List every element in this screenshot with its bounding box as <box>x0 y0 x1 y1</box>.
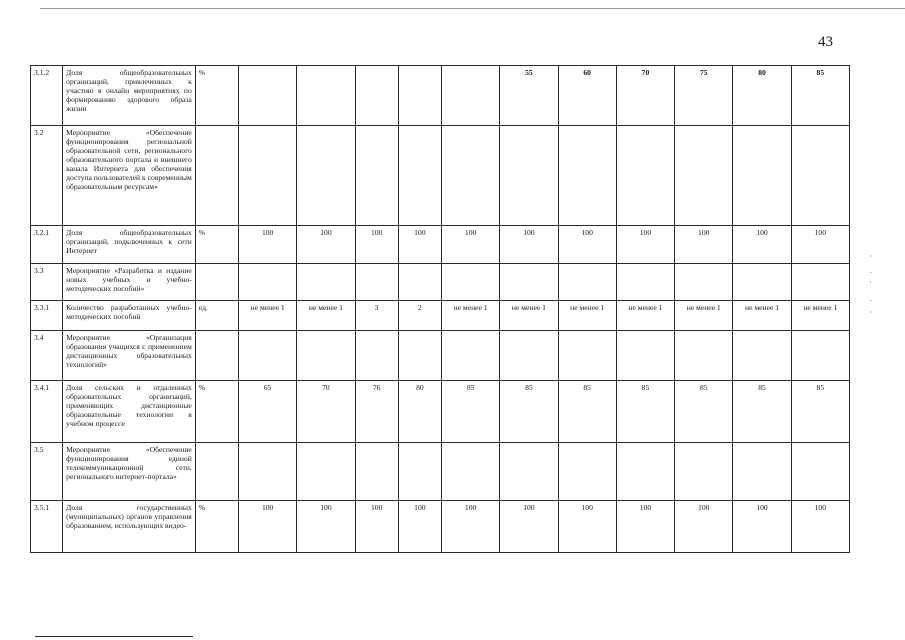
value-cell <box>297 264 355 301</box>
value-cell <box>791 264 849 301</box>
row-unit <box>195 126 238 226</box>
value-cell: 85 <box>675 381 733 443</box>
value-cell <box>398 66 441 126</box>
value-cell <box>616 126 674 226</box>
value-cell: не менее 1 <box>297 301 355 331</box>
value-cell <box>239 331 297 381</box>
value-cell <box>398 443 441 501</box>
value-cell: 85 <box>791 381 849 443</box>
value-cell: 100 <box>733 226 791 264</box>
value-cell <box>441 264 499 301</box>
value-cell: 100 <box>500 501 558 553</box>
row-description: Мероприятие «Разработка и издание новых учебных и учебно-методических пособий» <box>63 264 196 301</box>
row-index: 3.3 <box>31 264 63 301</box>
value-cell: 100 <box>398 226 441 264</box>
row-description: Доля общеобразовательных организаций, подключенных к сети Интернет <box>63 226 196 264</box>
value-cell <box>441 331 499 381</box>
value-cell: 80 <box>398 381 441 443</box>
value-cell: 100 <box>675 501 733 553</box>
value-cell: не менее 1 <box>500 301 558 331</box>
table-row <box>31 264 850 301</box>
value-cell <box>733 264 791 301</box>
table-row <box>31 226 850 264</box>
row-unit: ед. <box>195 301 238 331</box>
value-cell <box>558 443 616 501</box>
value-cell: 100 <box>239 501 297 553</box>
value-cell <box>500 331 558 381</box>
value-cell: 3 <box>355 301 398 331</box>
value-cell: 75 <box>675 66 733 126</box>
value-cell <box>398 264 441 301</box>
value-cell <box>558 331 616 381</box>
value-cell <box>398 126 441 226</box>
value-cell <box>616 331 674 381</box>
value-cell: 80 <box>733 66 791 126</box>
value-cell: не менее 1 <box>733 301 791 331</box>
value-cell <box>239 126 297 226</box>
value-cell <box>297 443 355 501</box>
value-cell: 55 <box>500 66 558 126</box>
row-description: Количество разработанных учебно-методических пособий <box>63 301 196 331</box>
row-index: 3.3.1 <box>31 301 63 331</box>
row-description: Доля общеобразовательных организаций, привлеченных к участию в онлайн мероприятиях по формированию здорового образа жизни <box>63 66 196 126</box>
table-row <box>31 501 850 553</box>
value-cell: 76 <box>355 381 398 443</box>
value-cell: 100 <box>355 501 398 553</box>
value-cell <box>441 443 499 501</box>
row-index: 3.4 <box>31 331 63 381</box>
value-cell: 85 <box>441 381 499 443</box>
row-index: 3.2.1 <box>31 226 63 264</box>
value-cell <box>500 264 558 301</box>
value-cell: 85 <box>733 381 791 443</box>
value-cell: 85 <box>791 66 849 126</box>
row-unit: % <box>195 381 238 443</box>
row-unit <box>195 443 238 501</box>
row-description: Мероприятие «Обеспечение функционирования региональной образовательной сети, регионального образовательного портала и внешнего канала Интернета для обеспечения доступа пользователей к современным образовательным ресурсам» <box>63 126 196 226</box>
value-cell <box>675 264 733 301</box>
row-unit: % <box>195 226 238 264</box>
value-cell: 100 <box>500 226 558 264</box>
value-cell <box>441 126 499 226</box>
value-cell <box>675 443 733 501</box>
value-cell: 100 <box>791 226 849 264</box>
value-cell <box>355 66 398 126</box>
value-cell <box>297 331 355 381</box>
value-cell: 100 <box>239 226 297 264</box>
value-cell <box>791 331 849 381</box>
value-cell: 100 <box>441 226 499 264</box>
table-row <box>31 66 850 126</box>
value-cell <box>733 443 791 501</box>
value-cell: 100 <box>733 501 791 553</box>
value-cell: 65 <box>239 381 297 443</box>
value-cell: 85 <box>500 381 558 443</box>
value-cell: 70 <box>297 381 355 443</box>
table-row <box>31 443 850 501</box>
row-description: Мероприятие «Организация образования учащихся с применением дистанционных образовательных технологий» <box>63 331 196 381</box>
value-cell: не менее 1 <box>791 301 849 331</box>
value-cell <box>675 331 733 381</box>
value-cell <box>616 264 674 301</box>
value-cell: 100 <box>558 226 616 264</box>
value-cell: не менее 1 <box>616 301 674 331</box>
value-cell: 100 <box>675 226 733 264</box>
row-unit: % <box>195 66 238 126</box>
value-cell: 100 <box>441 501 499 553</box>
row-index: 3.2 <box>31 126 63 226</box>
value-cell <box>355 331 398 381</box>
row-unit <box>195 264 238 301</box>
row-description: Доля сельских и отдаленных образовательных организаций, применяющих дистанционные образовательные технологии в учебном процессе <box>63 381 196 443</box>
value-cell <box>675 126 733 226</box>
row-index: 3.5.1 <box>31 501 63 553</box>
row-index: 3.4.1 <box>31 381 63 443</box>
page-number: 43 <box>818 34 833 50</box>
value-cell <box>355 443 398 501</box>
value-cell: 100 <box>398 501 441 553</box>
value-cell: 2 <box>398 301 441 331</box>
value-cell <box>733 126 791 226</box>
value-cell: 60 <box>558 66 616 126</box>
value-cell: 100 <box>355 226 398 264</box>
value-cell <box>441 66 499 126</box>
row-index: 3.5 <box>31 443 63 501</box>
value-cell <box>355 126 398 226</box>
value-cell: не менее 1 <box>675 301 733 331</box>
indicators-table <box>30 65 850 553</box>
margin-marks: · . ' . · <box>870 252 873 317</box>
value-cell <box>500 126 558 226</box>
value-cell: 100 <box>791 501 849 553</box>
footnote-rule <box>35 636 193 637</box>
value-cell <box>616 443 674 501</box>
value-cell <box>500 443 558 501</box>
table-row <box>31 331 850 381</box>
table-row <box>31 126 850 226</box>
table-row <box>31 301 850 331</box>
value-cell: 100 <box>558 501 616 553</box>
row-description: Мероприятие «Обеспечение функционирования единой телекоммуникационной сети, регионального интернет-портала» <box>63 443 196 501</box>
value-cell <box>398 331 441 381</box>
value-cell <box>791 126 849 226</box>
value-cell: не менее 1 <box>239 301 297 331</box>
value-cell: 100 <box>616 501 674 553</box>
value-cell <box>297 126 355 226</box>
value-cell: не менее 1 <box>441 301 499 331</box>
value-cell <box>558 264 616 301</box>
value-cell <box>297 66 355 126</box>
value-cell <box>239 66 297 126</box>
value-cell: не менее 1 <box>558 301 616 331</box>
row-index: 3.1.2 <box>31 66 63 126</box>
value-cell: 100 <box>297 226 355 264</box>
value-cell: 85 <box>558 381 616 443</box>
value-cell <box>791 443 849 501</box>
value-cell <box>239 264 297 301</box>
top-rule <box>40 8 905 9</box>
row-unit: % <box>195 501 238 553</box>
value-cell <box>558 126 616 226</box>
table-row <box>31 381 850 443</box>
value-cell: 70 <box>616 66 674 126</box>
value-cell <box>239 443 297 501</box>
row-unit <box>195 331 238 381</box>
value-cell: 100 <box>616 226 674 264</box>
value-cell <box>355 264 398 301</box>
value-cell: 100 <box>297 501 355 553</box>
row-description: Доля государственных (муниципальных) органов управления образованием, использующих видео- <box>63 501 196 553</box>
value-cell <box>733 331 791 381</box>
value-cell: 85 <box>616 381 674 443</box>
